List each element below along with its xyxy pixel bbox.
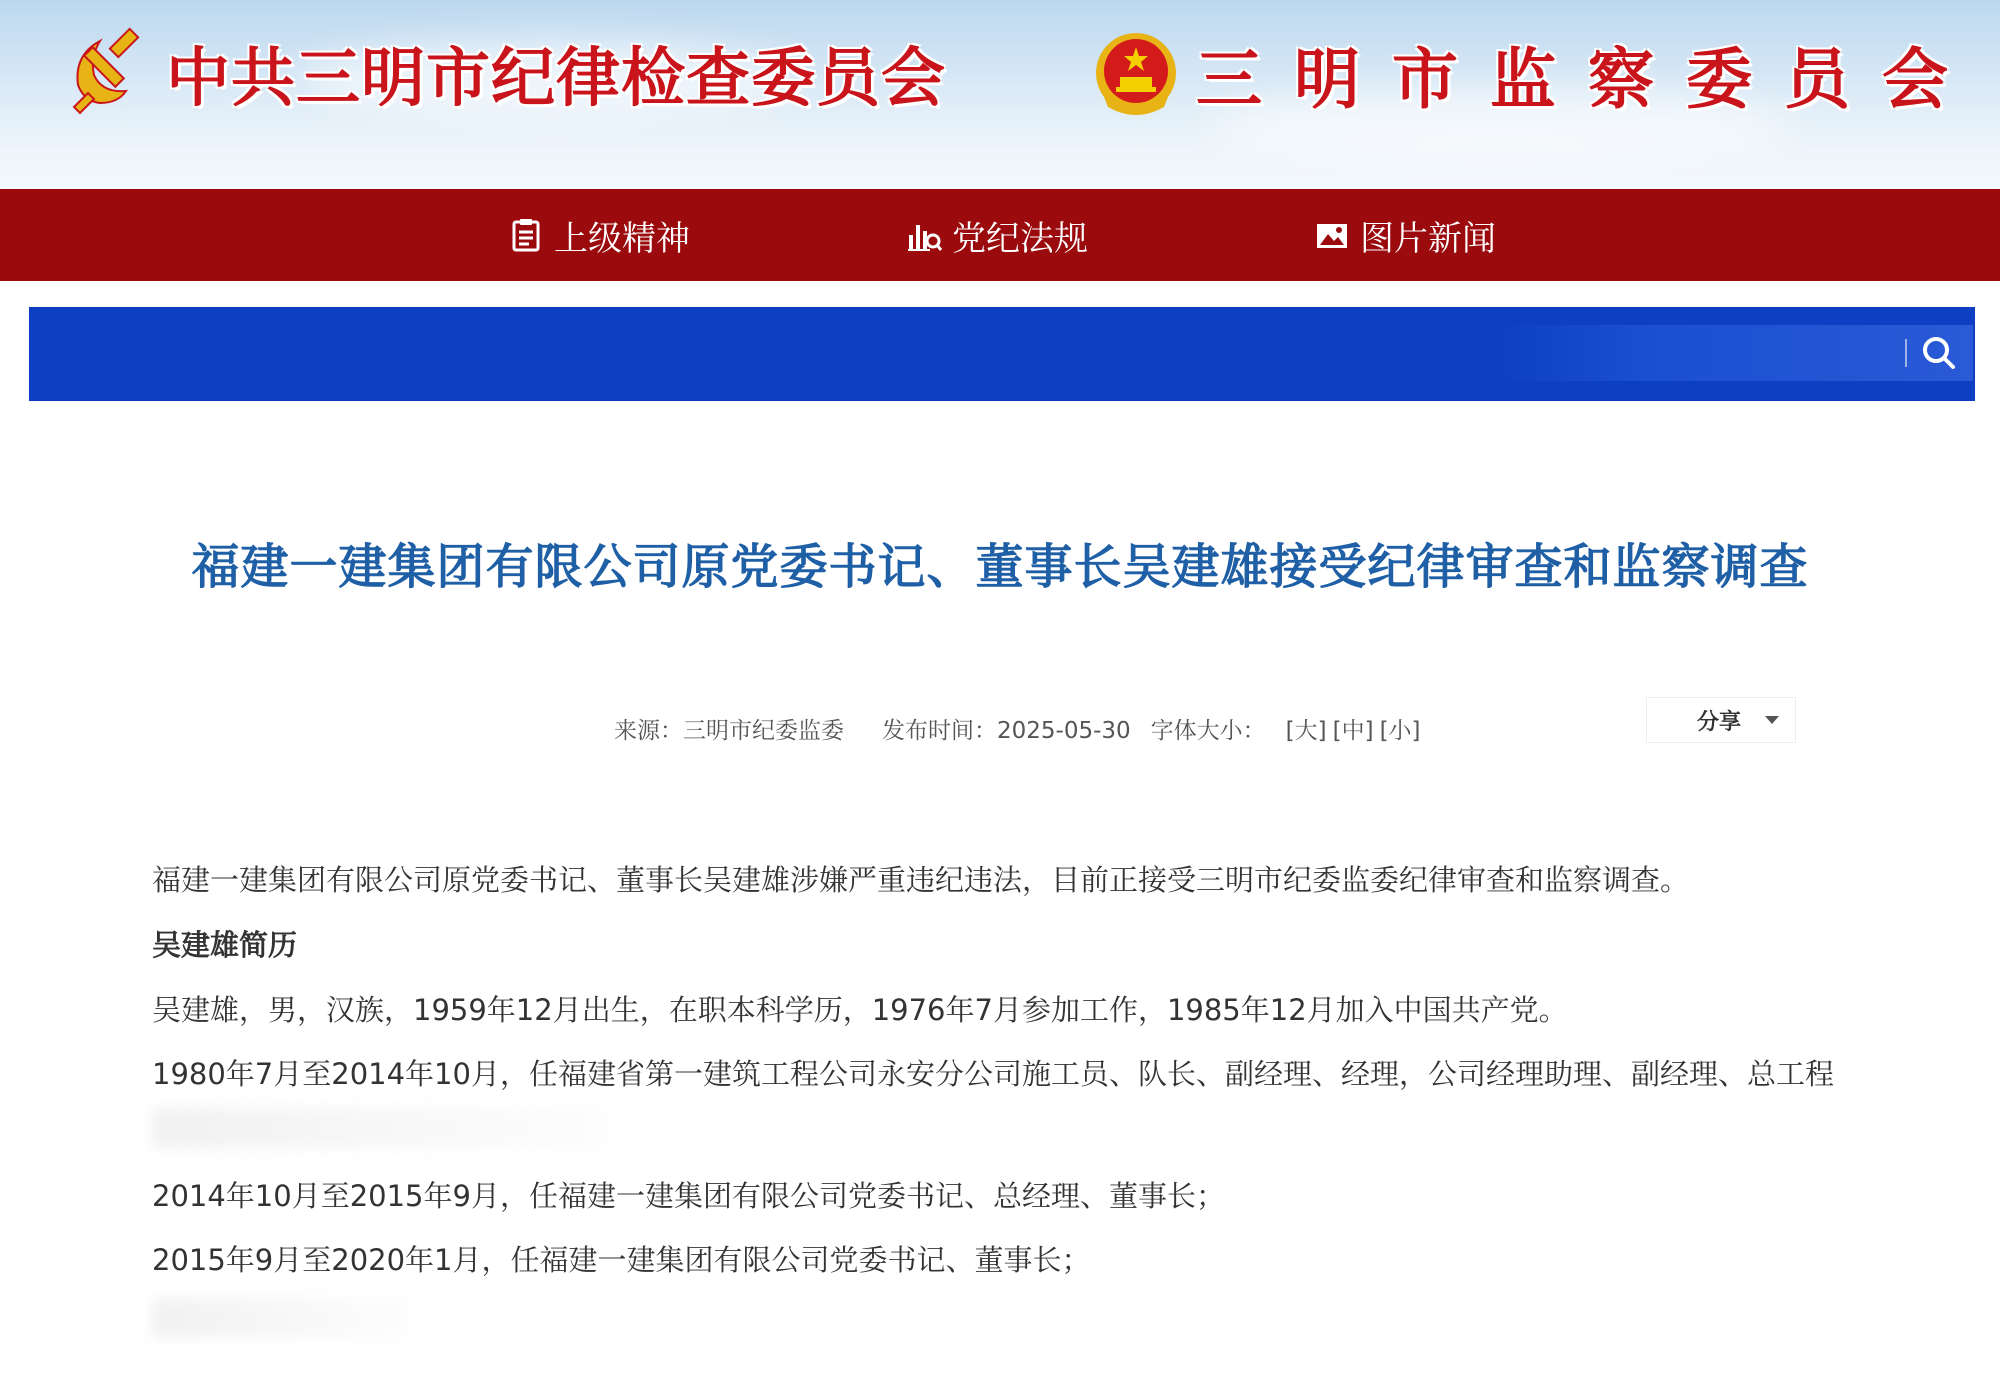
resume-heading: 吴建雄简历 xyxy=(152,928,298,962)
search-divider xyxy=(1905,339,1907,367)
blurred-line xyxy=(152,1298,412,1338)
article-meta xyxy=(614,712,1427,744)
search-bar xyxy=(29,307,1975,401)
search-button[interactable] xyxy=(1917,331,1961,375)
supervision-brand[interactable] xyxy=(1090,28,1980,118)
publish-date: 发布时间：2025-05-30 xyxy=(882,717,1131,744)
font-size-label: 字体大小： xyxy=(1150,717,1266,744)
nav-item-picture-news[interactable] xyxy=(1314,189,1496,281)
national-emblem-icon xyxy=(1090,27,1182,119)
blurred-line xyxy=(152,1108,612,1148)
header-banner xyxy=(0,0,2000,189)
search-input[interactable] xyxy=(1499,325,1899,381)
search-box xyxy=(1499,325,1973,381)
party-brand[interactable] xyxy=(60,28,946,118)
body-paragraph: 2015年9月至2020年1月，任福建一建集团有限公司党委书记、董事长； xyxy=(152,1243,1091,1277)
nav-item-party-regulations[interactable] xyxy=(906,189,1088,281)
hammer-sickle-icon xyxy=(60,27,152,119)
picture-icon xyxy=(1314,217,1350,253)
search-icon xyxy=(1917,331,1961,375)
chart-search-icon xyxy=(906,217,942,253)
body-paragraph: 福建一建集团有限公司原党委书记、董事长吴建雄涉嫌严重违纪违法，目前正接受三明市纪委监委纪律审查和监察调查。 xyxy=(152,863,1690,897)
font-size-small-button[interactable]: [小] xyxy=(1379,717,1421,744)
document-list-icon xyxy=(508,217,544,253)
nav-item-label: 上级精神 xyxy=(554,218,690,259)
font-size-large-button[interactable]: [大] xyxy=(1285,717,1327,744)
share-label: 分享 xyxy=(1697,709,1742,735)
main-nav xyxy=(0,189,2000,281)
body-paragraph: 1980年7月至2014年10月，任福建省第一建筑工程公司永安分公司施工员、队长、副经理、经理，公司经理助理、副经理、总工程 xyxy=(152,1057,1834,1091)
supervision-org-name: 三明市监察委员会 xyxy=(1196,40,1980,118)
chevron-down-icon xyxy=(1765,716,1779,724)
party-org-name: 中共三明市纪律检查委员会 xyxy=(166,42,946,116)
share-dropdown[interactable] xyxy=(1646,697,1796,743)
nav-item-label: 图片新闻 xyxy=(1360,218,1496,259)
body-paragraph: 2014年10月至2015年9月，任福建一建集团有限公司党委书记、总经理、董事长； xyxy=(152,1179,1225,1213)
nav-item-label: 党纪法规 xyxy=(952,218,1088,259)
nav-item-superior-spirit[interactable] xyxy=(508,189,690,281)
body-paragraph: 吴建雄，男，汉族，1959年12月出生，在职本科学历，1976年7月参加工作，1985年12月加入中国共产党。 xyxy=(152,993,1568,1027)
article-title: 福建一建集团有限公司原党委书记、董事长吴建雄接受纪律审查和监察调查 xyxy=(191,539,1809,595)
font-size-medium-button[interactable]: [中] xyxy=(1332,717,1374,744)
source-label: 来源：三明市纪委监委 xyxy=(614,717,844,744)
